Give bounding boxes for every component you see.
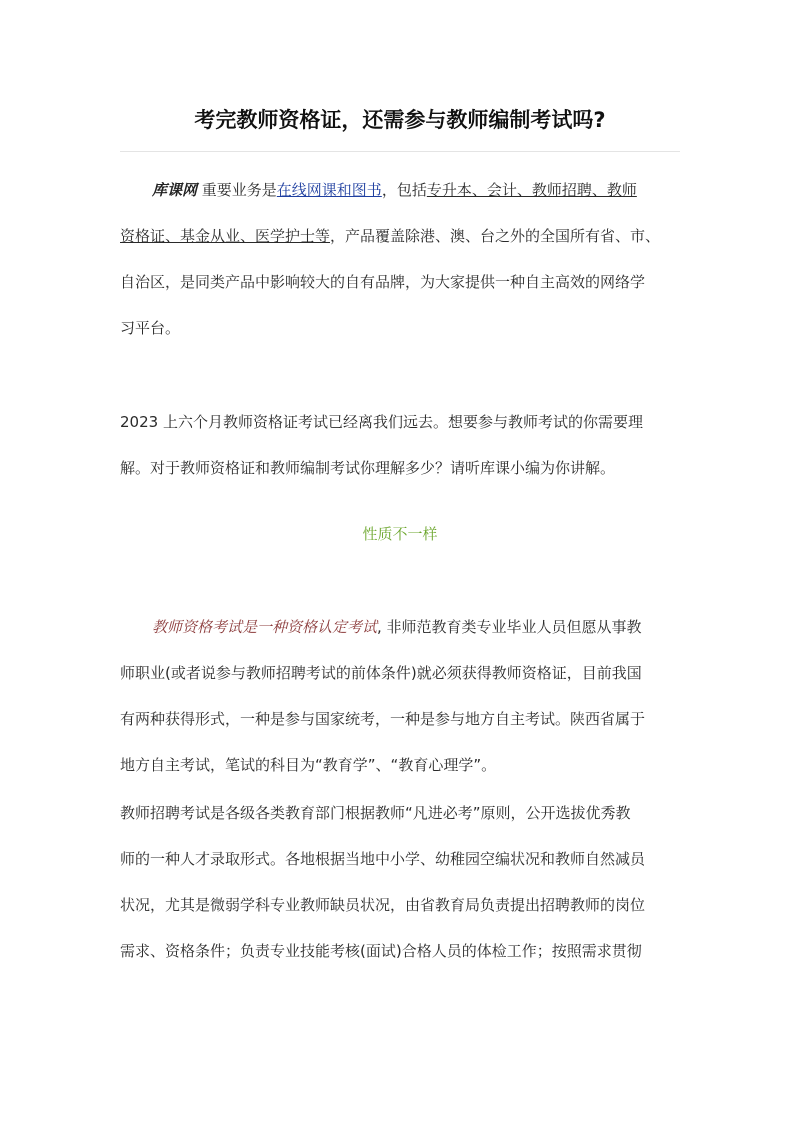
para3-line-4: 地方自主考试，笔试的科目为“教育学”、“教育心理学”。 xyxy=(120,756,497,774)
intro-text-1b: ，包括 xyxy=(381,181,427,199)
paragraph-2 xyxy=(120,399,680,491)
intro-line-3: 自治区，是同类产品中影响较大的自有品牌，为大家提供一种自主高效的网络学 xyxy=(120,273,646,291)
online-course-link[interactable]: 在线网课和图书 xyxy=(276,181,382,199)
para2-line-2: 解。对于教师资格证和教师编制考试你理解多少？请听库课小编为你讲解。 xyxy=(120,459,616,477)
para3-line-3: 有两种获得形式，一种是参与国家统考，一种是参与地方自主考试。陕西省属于 xyxy=(120,710,646,728)
para4-line-4: 需求、资格条件；负责专业技能考核(面试)合格人员的体检工作；按照需求贯彻 xyxy=(120,942,642,960)
article-title: 考完教师资格证，还需参与教师编制考试吗? xyxy=(194,108,606,132)
section-heading: 性质不一样 xyxy=(362,525,438,543)
para3-text-1b: , 非师范教育类专业毕业人员但愿从事教 xyxy=(377,618,642,636)
intro-underlined-2: 资格证、基金从业、医学护士等 xyxy=(120,227,331,245)
intro-underlined-1: 专升本、会计、教师招聘、教师 xyxy=(426,181,637,199)
paragraph-3 xyxy=(120,604,680,788)
intro-line-1 xyxy=(120,167,680,213)
title-divider xyxy=(120,151,680,152)
para3-emphasis: 教师资格考试是一种资格认定考试 xyxy=(152,618,378,636)
intro-text-1a: 重要业务是 xyxy=(197,181,277,199)
intro-paragraph xyxy=(120,167,680,351)
para2-line-1: 2023 上六个月教师资格证考试已经离我们远去。想要参与教师考试的你需要理 xyxy=(120,413,643,431)
intro-line-4: 习平台。 xyxy=(120,319,181,337)
para4-line-2: 师的一种人才录取形式。各地根据当地中小学、幼稚园空编状况和教师自然减员 xyxy=(120,850,646,868)
brand-name: 库课网 xyxy=(152,181,198,199)
intro-text-2b: ，产品覆盖除港、澳、台之外的全国所有省、市、 xyxy=(330,227,661,245)
paragraph-4 xyxy=(120,790,680,974)
para3-line-1 xyxy=(120,604,680,650)
para4-line-3: 状况，尤其是微弱学科专业教师缺员状况，由省教育局负责提出招聘教师的岗位 xyxy=(120,896,646,914)
para3-line-2: 师职业(或者说参与教师招聘考试的前体条件)就必须获得教师资格证，目前我国 xyxy=(120,664,642,682)
intro-line-2 xyxy=(120,213,680,259)
para4-line-1: 教师招聘考试是各级各类教育部门根据教师“凡进必考”原则，公开选拔优秀教 xyxy=(120,804,631,822)
